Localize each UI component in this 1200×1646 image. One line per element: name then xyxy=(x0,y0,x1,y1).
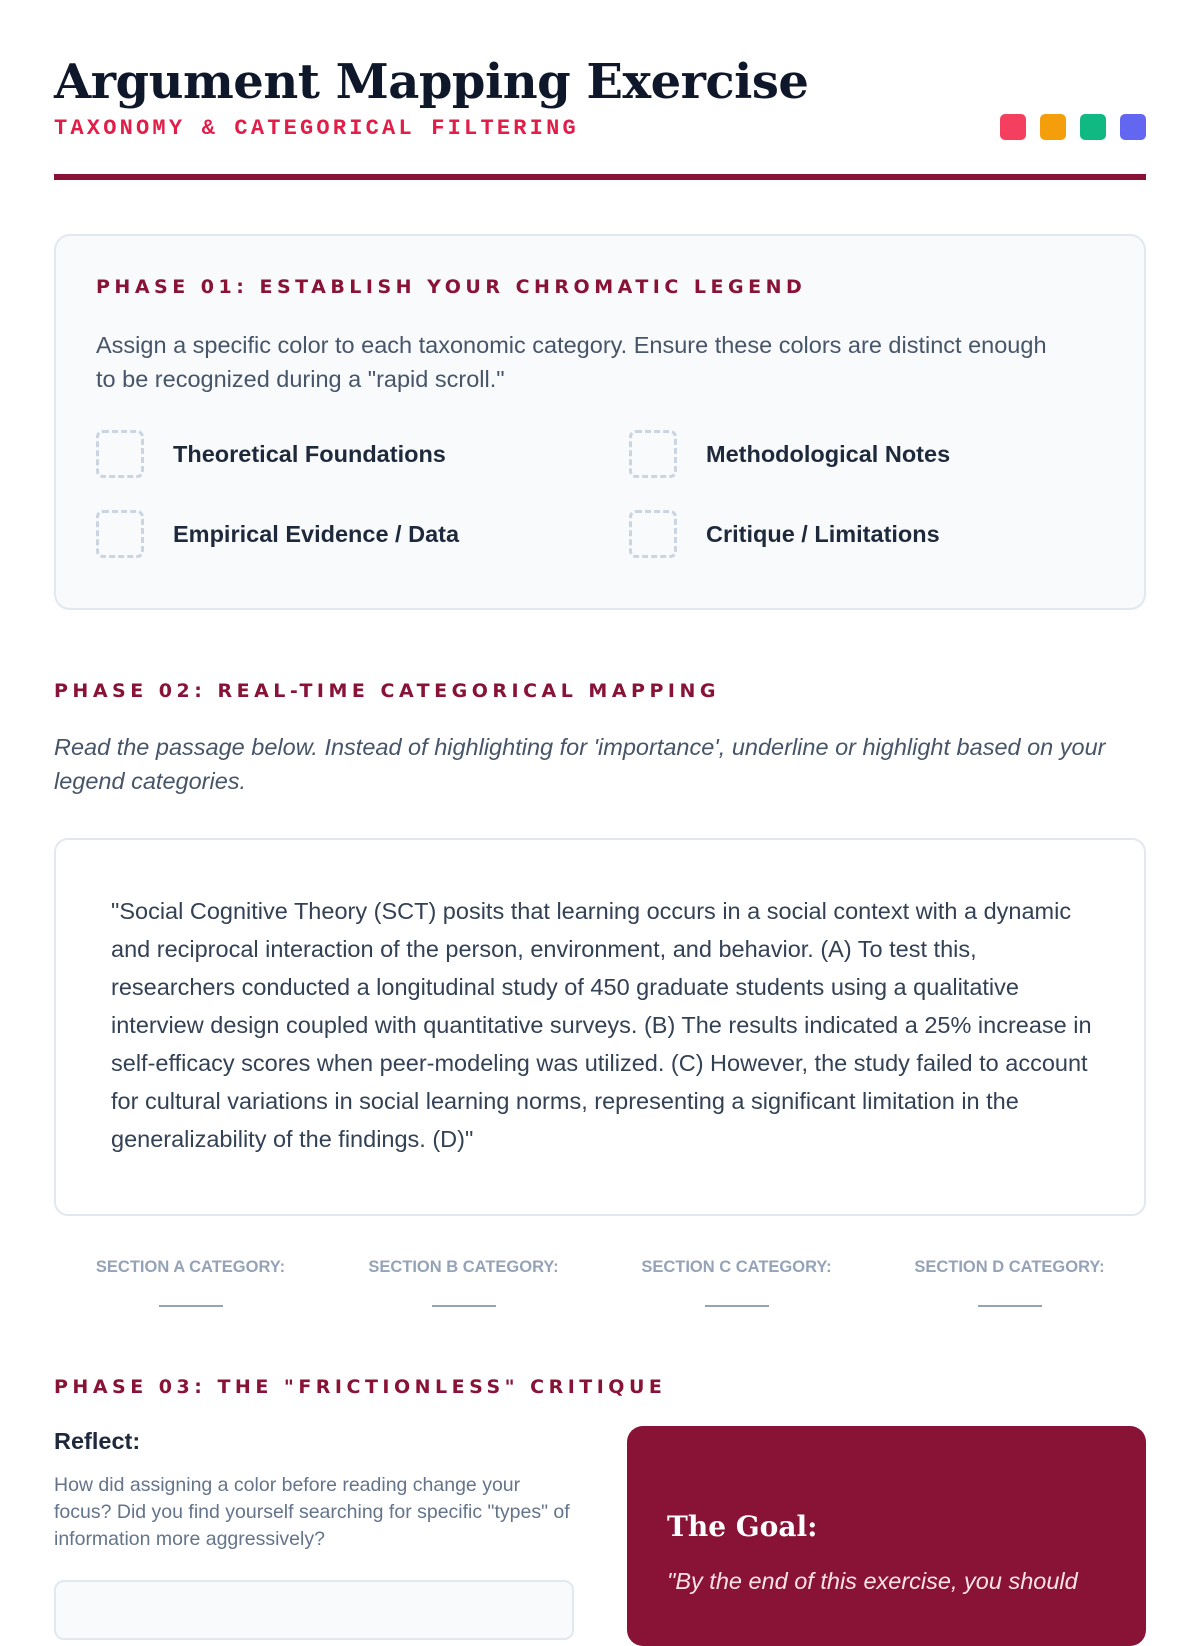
legend-color-box[interactable] xyxy=(629,510,677,558)
passage-card xyxy=(54,838,1146,1216)
goal-card xyxy=(627,1426,1146,1646)
category-answer-blank[interactable] xyxy=(978,1305,1042,1307)
header-divider xyxy=(54,174,1146,180)
category-answer-blank[interactable] xyxy=(432,1305,496,1307)
passage-text[interactable]: "Social Cognitive Theory (SCT) posits that learning occurs in a social context with a dynamic and reciprocal interaction of the person, environment, and behavior. (A) To test this, researchers conducted a longitudinal study of 450 graduate students using a qualitative interview design coupled with quantitative surveys. (B) The results indicated a 25% increase in self-efficacy scores when peer-modeling was utilized. (C) However, the study failed to account for cultural variations in social learning norms, representing a significant limitation in the generalizability of the findings. (D)" xyxy=(111,898,1092,1152)
legend-item-theoretical xyxy=(96,430,446,478)
category-label: SECTION C CATEGORY: xyxy=(641,1258,832,1276)
phase2-instructions: Read the passage below. Instead of highlighting for 'importance', underline or highlight based on your legend categories. xyxy=(54,734,1106,794)
goal-quote: "By the end of this exercise, you should xyxy=(667,1568,1078,1594)
reflect-title: Reflect: xyxy=(54,1428,141,1454)
section-b-category xyxy=(327,1258,600,1307)
section-category-row xyxy=(54,1258,1146,1307)
legend-item-critique xyxy=(629,510,940,558)
swatch-rose xyxy=(1000,114,1026,140)
section-a-category xyxy=(54,1258,327,1307)
category-label: SECTION B CATEGORY: xyxy=(368,1258,559,1276)
legend-label: Methodological Notes xyxy=(706,440,951,467)
legend-color-box[interactable] xyxy=(96,510,144,558)
swatch-amber xyxy=(1040,114,1066,140)
legend-item-empirical xyxy=(96,510,459,558)
phase1-heading: PHASE 01: ESTABLISH YOUR CHROMATIC LEGEND xyxy=(96,276,807,298)
page xyxy=(54,0,1146,1594)
swatch-indigo xyxy=(1120,114,1146,140)
category-label: SECTION D CATEGORY: xyxy=(914,1258,1105,1276)
legend-color-box[interactable] xyxy=(96,430,144,478)
phase3-heading: PHASE 03: THE "FRICTIONLESS" CRITIQUE xyxy=(54,1376,667,1398)
legend-color-box[interactable] xyxy=(629,430,677,478)
reflection-input[interactable] xyxy=(54,1580,574,1640)
legend-label: Critique / Limitations xyxy=(706,520,940,547)
phase1-card xyxy=(54,234,1146,610)
category-answer-blank[interactable] xyxy=(159,1305,223,1307)
phase1-instructions: Assign a specific color to each taxonomic category. Ensure these colors are distinct enough to be recognized during a "rapid scroll." xyxy=(96,332,1047,392)
swatch-emerald xyxy=(1080,114,1106,140)
section-d-category xyxy=(873,1258,1146,1307)
legend-label: Theoretical Foundations xyxy=(173,440,446,467)
page-title: Argument Mapping Exercise xyxy=(54,54,809,110)
category-label: SECTION A CATEGORY: xyxy=(95,1258,286,1276)
section-c-category xyxy=(600,1258,873,1307)
color-swatches xyxy=(1000,114,1146,140)
phase2-heading: PHASE 02: REAL-TIME CATEGORICAL MAPPING xyxy=(54,680,720,702)
page-subtitle: TAXONOMY & CATEGORICAL FILTERING xyxy=(54,116,579,141)
legend-item-methodological xyxy=(629,430,950,478)
reflect-prompt: How did assigning a color before reading change your focus? Did you find yourself searching for specific "types" of information more aggressively? xyxy=(54,1474,570,1550)
category-answer-blank[interactable] xyxy=(705,1305,769,1307)
header xyxy=(54,0,1146,182)
legend-label: Empirical Evidence / Data xyxy=(173,520,460,547)
goal-title: The Goal: xyxy=(667,1510,818,1543)
